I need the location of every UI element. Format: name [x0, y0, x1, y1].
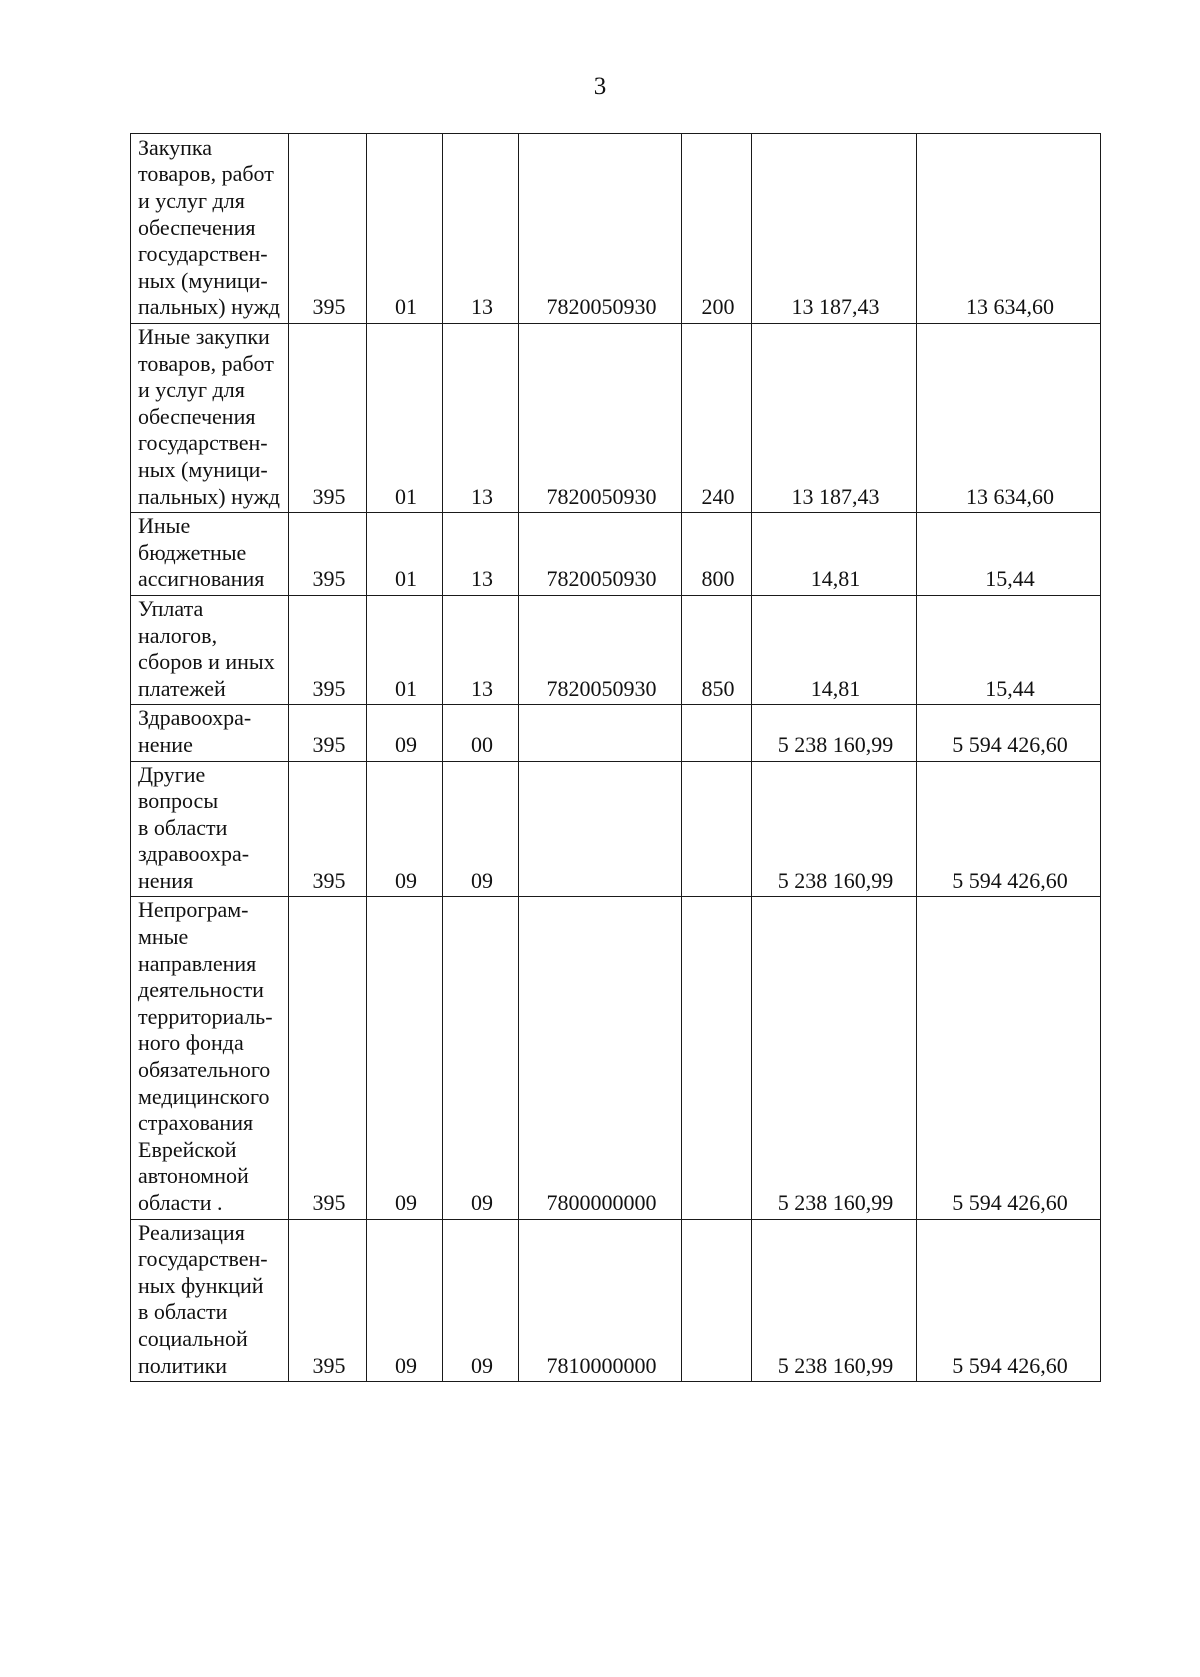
expense-type-cell	[682, 705, 752, 761]
subsection-cell: 00	[443, 705, 519, 761]
table-row	[131, 761, 1101, 897]
table-row	[131, 595, 1101, 704]
amount-cell-1: 5 238 160,99	[752, 761, 917, 897]
table-row	[131, 897, 1101, 1219]
section-cell: 01	[367, 595, 443, 704]
amount-cell-2: 5 594 426,60	[917, 897, 1101, 1219]
target-article-cell: 7820050930	[519, 595, 682, 704]
row-name-cell: Уплата налогов, сборов и иных платежей	[131, 595, 289, 704]
section-cell: 01	[367, 513, 443, 596]
section-cell: 01	[367, 324, 443, 513]
subsection-cell: 13	[443, 324, 519, 513]
row-name-cell: Другие вопросы в области здравоохра- нения	[131, 761, 289, 897]
section-cell: 01	[367, 134, 443, 324]
amount-cell-1: 13 187,43	[752, 324, 917, 513]
amount-cell-2: 13 634,60	[917, 134, 1101, 324]
budget-table	[130, 133, 1101, 1382]
row-name-cell: Здравоохра- нение	[131, 705, 289, 761]
subsection-cell: 13	[443, 134, 519, 324]
grbs-cell: 395	[289, 324, 367, 513]
amount-cell-1: 5 238 160,99	[752, 705, 917, 761]
target-article-cell	[519, 705, 682, 761]
amount-cell-2: 5 594 426,60	[917, 1219, 1101, 1382]
target-article-cell: 7820050930	[519, 513, 682, 596]
amount-cell-2: 5 594 426,60	[917, 761, 1101, 897]
amount-cell-1: 14,81	[752, 513, 917, 596]
table-row	[131, 324, 1101, 513]
amount-cell-2: 5 594 426,60	[917, 705, 1101, 761]
row-name-cell: Иные бюджетные ассигнования	[131, 513, 289, 596]
table-row	[131, 513, 1101, 596]
grbs-cell: 395	[289, 705, 367, 761]
row-name-cell: Иные закупки товаров, работ и услуг для обеспечения государствен- ных (муници- пальных) нужд	[131, 324, 289, 513]
expense-type-cell: 850	[682, 595, 752, 704]
amount-cell-1: 14,81	[752, 595, 917, 704]
row-name-cell: Закупка товаров, работ и услуг для обеспечения государствен- ных (муници- пальных) нужд	[131, 134, 289, 324]
amount-cell-1: 5 238 160,99	[752, 1219, 917, 1382]
target-article-cell: 7820050930	[519, 324, 682, 513]
section-cell: 09	[367, 705, 443, 761]
expense-type-cell	[682, 897, 752, 1219]
grbs-cell: 395	[289, 513, 367, 596]
target-article-cell: 7800000000	[519, 897, 682, 1219]
grbs-cell: 395	[289, 1219, 367, 1382]
expense-type-cell: 800	[682, 513, 752, 596]
row-name-cell: Реализация государствен- ных функций в области социальной политики	[131, 1219, 289, 1382]
row-name-cell: Непрограм- мные направления деятельности территориаль- ного фонда обязательного медицинского страхования Еврейской автономной области .	[131, 897, 289, 1219]
amount-cell-1: 13 187,43	[752, 134, 917, 324]
section-cell: 09	[367, 897, 443, 1219]
expense-type-cell: 240	[682, 324, 752, 513]
grbs-cell: 395	[289, 761, 367, 897]
section-cell: 09	[367, 1219, 443, 1382]
expense-type-cell: 200	[682, 134, 752, 324]
expense-type-cell	[682, 761, 752, 897]
subsection-cell: 09	[443, 761, 519, 897]
amount-cell-1: 5 238 160,99	[752, 897, 917, 1219]
subsection-cell: 09	[443, 1219, 519, 1382]
table-row	[131, 705, 1101, 761]
target-article-cell: 7820050930	[519, 134, 682, 324]
grbs-cell: 395	[289, 595, 367, 704]
table-row	[131, 1219, 1101, 1382]
amount-cell-2: 15,44	[917, 595, 1101, 704]
amount-cell-2: 13 634,60	[917, 324, 1101, 513]
subsection-cell: 09	[443, 897, 519, 1219]
section-cell: 09	[367, 761, 443, 897]
target-article-cell	[519, 761, 682, 897]
page-number: 3	[593, 73, 607, 100]
subsection-cell: 13	[443, 513, 519, 596]
expense-type-cell	[682, 1219, 752, 1382]
grbs-cell: 395	[289, 134, 367, 324]
subsection-cell: 13	[443, 595, 519, 704]
amount-cell-2: 15,44	[917, 513, 1101, 596]
grbs-cell: 395	[289, 897, 367, 1219]
target-article-cell: 7810000000	[519, 1219, 682, 1382]
table-row	[131, 134, 1101, 324]
